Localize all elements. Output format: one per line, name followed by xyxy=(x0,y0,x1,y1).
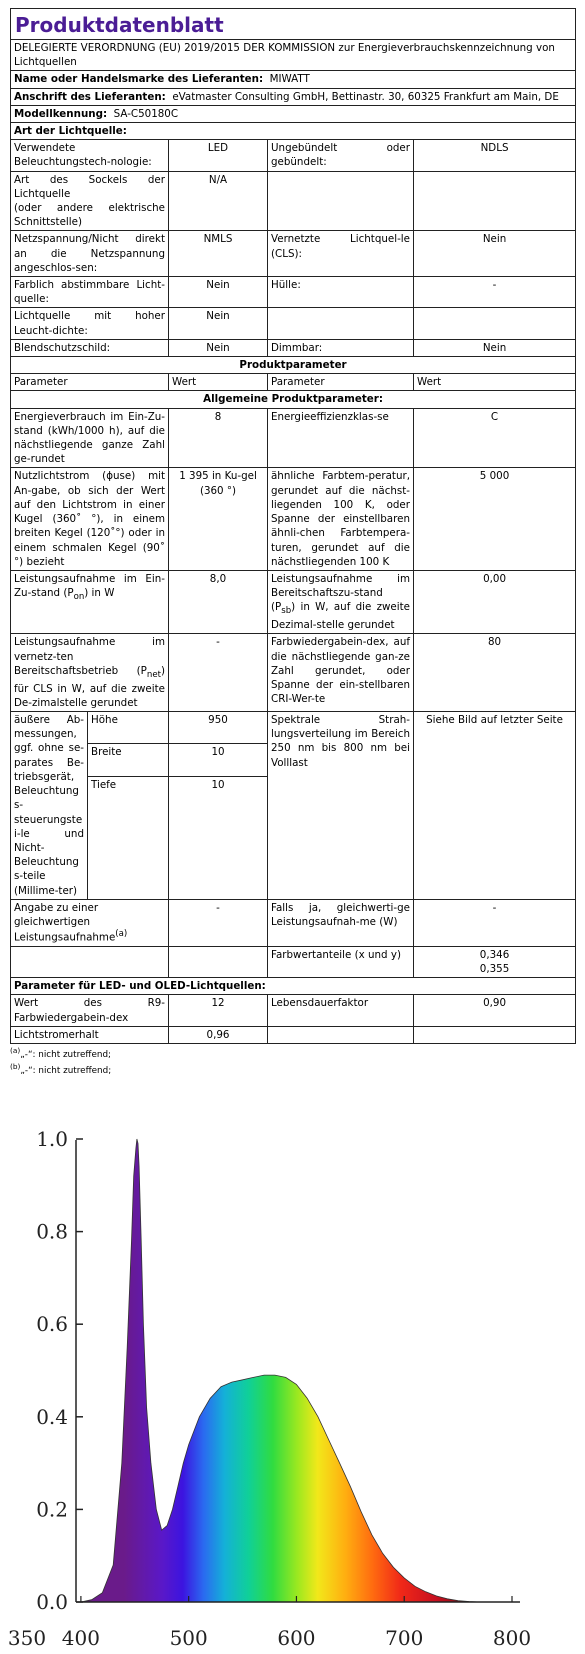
cap-type-line2: (oder andere elektrische Schnittstelle) xyxy=(14,202,165,229)
standby-power-text-end: ) in W, auf die zweite Dezimal-stelle gerundet xyxy=(271,601,410,632)
chromaticity-value xyxy=(414,946,576,977)
cls-label: Vernetzte Lichtquel-le (CLS): xyxy=(268,231,414,277)
directional-label: Ungebündelt oder gebündelt: xyxy=(268,140,414,171)
x-tick-label: 500 xyxy=(169,1626,208,1650)
empty-cell xyxy=(11,946,169,977)
spectral-distribution-value: Siehe Bild auf letzter Seite xyxy=(414,712,576,900)
footnote xyxy=(10,1062,575,1078)
empty-cell xyxy=(268,1026,414,1043)
dimension-value: 10 xyxy=(169,744,268,776)
address-label: Anschrift des Lieferanten: xyxy=(14,90,166,103)
dimmable-value: Nein xyxy=(414,339,576,356)
led-title: Parameter für LED- und OLED-Lichtquellen: xyxy=(11,978,576,995)
empty-cell xyxy=(268,171,414,231)
allgemein-title: Allgemeine Produktparameter: xyxy=(11,391,576,408)
mains-value: NMLS xyxy=(169,231,268,277)
dimensions-label: äußere Ab-messungen, ggf. ohne se-parates Be-triebsgerät, Beleuchtungs-steuerungstei-le und Nicht-Beleuchtungs-teile (Millime-ter) xyxy=(11,712,88,900)
technology-label: Verwendete Beleuchtungstech-nologie: xyxy=(11,140,169,171)
equivalent-power-label xyxy=(11,899,169,946)
energy-consumption-label: Energieverbrauch im Ein-Zu-stand (kWh/1000 h), auf die nächstliegende ganze Zahl ge-rundet xyxy=(11,408,169,468)
product-data-sheet xyxy=(10,8,575,1078)
envelope-value: - xyxy=(414,277,576,308)
dimension-value: 10 xyxy=(169,776,268,899)
envelope-label: Hülle: xyxy=(268,277,414,308)
equivalent-power-text: Angabe zu einer gleichwertigen Leistungsaufnahme xyxy=(14,901,116,944)
standby-power-label xyxy=(268,570,414,633)
x-tick-label: 700 xyxy=(385,1626,424,1650)
cap-type-line1: Art des Sockels der Lichtquelle xyxy=(14,173,165,200)
luminous-flux-label: Nutzlichtstrom (ϕuse) mit An-gabe, ob sich der Wert auf den Lichtstrom in einer Kugel (360˚ °), in einem breiten Kegel (120˚°) oder in einem schmalen Kegel (90˚ °) bezieht xyxy=(11,468,169,570)
footnote-mark: (b) xyxy=(10,1061,21,1071)
datasheet-table xyxy=(10,8,576,1044)
dimension-name: Höhe xyxy=(88,712,169,744)
chromaticity-x: 0,346 xyxy=(479,948,510,961)
network-standby-label xyxy=(11,634,169,712)
tunable-value: Nein xyxy=(169,277,268,308)
supplier-row xyxy=(11,71,576,88)
directional-value: NDLS xyxy=(414,140,576,171)
energy-consumption-value: 8 xyxy=(169,408,268,468)
lifetime-factor-value: 0,90 xyxy=(414,995,576,1026)
dimension-name: Tiefe xyxy=(88,776,169,899)
efficiency-class-label: Energieeffizienzklas-se xyxy=(268,408,414,468)
page-title: Produktdatenblatt xyxy=(11,9,576,40)
model-value: SA-C50180C xyxy=(113,107,179,120)
footnote xyxy=(10,1046,575,1062)
empty-cell xyxy=(414,1026,576,1043)
equivalent-power-value: - xyxy=(169,899,268,946)
glare-value: Nein xyxy=(169,339,268,356)
model-row xyxy=(11,105,576,122)
x-tick-label: 800 xyxy=(492,1626,532,1650)
lifetime-factor-label: Lebensdauerfaktor xyxy=(268,995,414,1026)
glare-label: Blendschutzschild: xyxy=(11,339,169,356)
x-tick-label: 600 xyxy=(277,1626,316,1650)
supplier-label: Name oder Handelsmarke des Lieferanten: xyxy=(14,73,264,86)
empty-cell xyxy=(414,171,576,231)
address-value: eVatmaster Consulting GmbH, Bettinastr. 30, 60325 Frankfurt am Main, DE xyxy=(172,90,559,103)
lumen-maintenance-label: Lichtstromerhalt xyxy=(11,1026,169,1043)
header-wert-2: Wert xyxy=(414,374,576,391)
luminous-flux-value: 1 395 in Ku-gel (360 °) xyxy=(169,468,268,570)
regulation-text: DELEGIERTE VERORDNUNG (EU) 2019/2015 DER KOMMISSION zur Energieverbrauchskennzeichnung von Lichtquellen xyxy=(11,40,576,71)
spectral-distribution-label: Spektrale Strah-lungsverteilung im Bereich 250 nm bis 800 nm bei Volllast xyxy=(268,712,414,900)
empty-cell xyxy=(169,946,268,977)
cls-value: Nein xyxy=(414,231,576,277)
equivalent-power-w-label: Falls ja, gleichwerti-ge Leistungsaufnah-me (W) xyxy=(268,899,414,946)
dimmable-label: Dimmbar: xyxy=(268,339,414,356)
produktparameter-title: Produktparameter xyxy=(11,357,576,374)
footnote-text: „-“: nicht zutreffend; xyxy=(20,1049,112,1060)
lumen-maintenance-value: 0,96 xyxy=(169,1026,268,1043)
r9-value: 12 xyxy=(169,995,268,1026)
dimension-name: Breite xyxy=(88,744,169,776)
y-tick-label: 0.0 xyxy=(36,1590,68,1614)
footnotes xyxy=(10,1046,575,1078)
spectral-distribution-chart xyxy=(0,1127,585,1654)
model-label: Modellkennung: xyxy=(14,107,108,120)
on-power-label xyxy=(11,570,169,633)
cct-value: 5 000 xyxy=(414,468,576,570)
y-tick-label: 1.0 xyxy=(36,1127,68,1151)
cap-type-value: N/A xyxy=(169,171,268,231)
standby-power-value: 0,00 xyxy=(414,570,576,633)
on-power-text-end: ) in W xyxy=(84,587,115,600)
high-luminance-label: Lichtquelle mit hoher Leucht-dichte: xyxy=(11,308,169,339)
header-parameter-2: Parameter xyxy=(268,374,414,391)
network-standby-sub: net xyxy=(146,669,161,680)
empty-cell xyxy=(268,308,414,339)
address-row xyxy=(11,88,576,105)
y-tick-label: 0.2 xyxy=(36,1497,68,1522)
chromaticity-y: 0,355 xyxy=(479,962,510,975)
chromaticity-label: Farbwertanteile (x und y) xyxy=(268,946,414,977)
equivalent-power-sup: (a) xyxy=(115,929,128,940)
footnote-text: „-“: nicht zutreffend; xyxy=(20,1065,112,1076)
supplier-value: MIWATT xyxy=(269,73,310,86)
header-wert: Wert xyxy=(169,374,268,391)
spectrum-area xyxy=(81,1139,480,1602)
cri-value: 80 xyxy=(414,634,576,712)
cap-type-label xyxy=(11,171,169,231)
r9-label: Wert des R9-Farbwiedergabein-dex xyxy=(11,995,169,1026)
standby-power-text: Leistungsaufnahme im Bereitschaftszu-stand (P xyxy=(271,572,410,614)
on-power-value: 8,0 xyxy=(169,570,268,633)
network-standby-value: - xyxy=(169,634,268,712)
y-tick-label: 0.6 xyxy=(36,1312,68,1337)
dimension-value: 950 xyxy=(169,712,268,744)
efficiency-class-value: C xyxy=(414,408,576,468)
art-title: Art der Lichtquelle: xyxy=(11,123,576,140)
x-tick-label: 400 xyxy=(61,1626,100,1650)
mains-label: Netzspannung/Nicht direkt an die Netzspannung angeschlos-sen: xyxy=(11,231,169,277)
on-power-sub: on xyxy=(73,592,85,603)
high-luminance-value: Nein xyxy=(169,308,268,339)
x-ticks xyxy=(8,1596,531,1650)
cri-label: Farbwiedergabein-dex, auf die nächstliegende gan-ze Zahl gerundet, oder Spanne der ein-stellbaren CRI-Wer-te xyxy=(268,634,414,712)
header-parameter: Parameter xyxy=(11,374,169,391)
network-standby-text: Leistungsaufnahme im vernetz-ten Bereitschaftsbetrieb (P xyxy=(14,636,165,677)
on-power-text: Leistungsaufnahme im Ein-Zu-stand (P xyxy=(14,572,165,600)
y-tick-label: 0.4 xyxy=(36,1404,68,1429)
network-standby-text-end: ) für CLS in W, auf die zweite De-zimalstelle gerundet xyxy=(14,664,165,709)
standby-power-sub: sb xyxy=(281,606,292,617)
technology-value: LED xyxy=(169,140,268,171)
tunable-label: Farblich abstimmbare Licht-quelle: xyxy=(11,277,169,308)
x-tick-label: 350 xyxy=(7,1626,47,1650)
y-tick-label: 0.8 xyxy=(36,1219,68,1244)
equivalent-power-w-value: - xyxy=(414,899,576,946)
empty-cell xyxy=(414,308,576,339)
cct-label: ähnliche Farbtem-peratur, gerundet auf die nächst-liegenden 100 K, oder Spanne der einstellbaren ähnli-chen Farbtempera-turen, gerundet auf die nächstliegenden 100 K xyxy=(268,468,414,570)
footnote-mark: (a) xyxy=(10,1045,21,1055)
